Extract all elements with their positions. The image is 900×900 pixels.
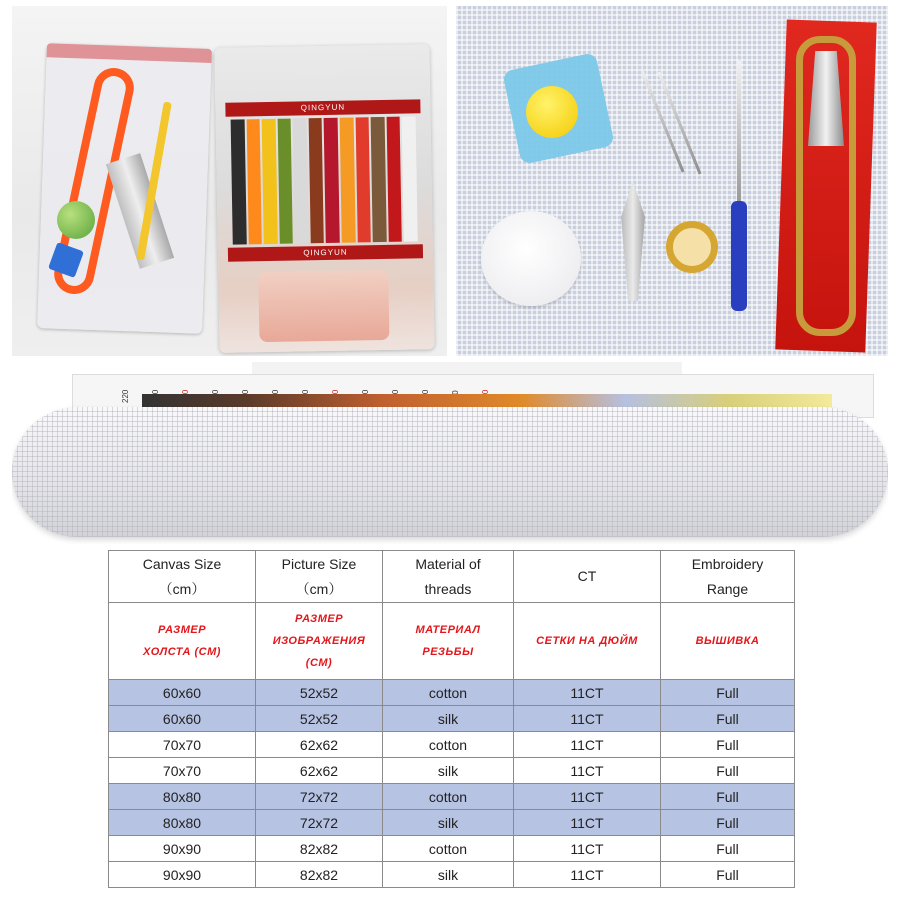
cell-range: Full <box>661 810 795 836</box>
header-ru-embroidery: ВЫШИВКА <box>661 603 795 680</box>
needle-threader <box>621 181 645 301</box>
cell-material: cotton <box>383 784 514 810</box>
green-pompom <box>57 201 95 239</box>
thread-skein <box>277 119 293 244</box>
table-row <box>109 706 795 732</box>
rolled-canvas-photo <box>12 362 888 544</box>
table-row <box>109 758 795 784</box>
table-row <box>109 836 795 862</box>
header-canvas-size: Canvas Size （cm） <box>109 551 256 603</box>
thread-band-label: QINGYUN <box>228 244 423 261</box>
cell-canvas: 60x60 <box>109 680 256 706</box>
cell-range: Full <box>661 758 795 784</box>
kit-packaging-photo <box>12 6 447 356</box>
header-ru-ct: СЕТКИ НА ДЮЙМ <box>514 603 661 680</box>
cell-material: cotton <box>383 680 514 706</box>
cell-canvas: 80x80 <box>109 810 256 836</box>
header-picture-size: Picture Size （cm） <box>256 551 383 603</box>
cell-ct: 11CT <box>514 758 661 784</box>
thread-bag <box>214 44 434 353</box>
ripper-tip <box>737 61 741 201</box>
thread-band-label: QINGYUN <box>225 99 420 116</box>
cell-material: silk <box>383 706 514 732</box>
cell-range: Full <box>661 862 795 888</box>
table-row <box>109 680 795 706</box>
wax-block <box>481 211 581 306</box>
cell-canvas: 60x60 <box>109 706 256 732</box>
thread-skein <box>386 117 402 242</box>
cell-range: Full <box>661 706 795 732</box>
cell-material: cotton <box>383 732 514 758</box>
header-ct: CT <box>514 551 661 603</box>
cell-range: Full <box>661 836 795 862</box>
size-spec-table <box>108 550 795 888</box>
cell-picture: 62x62 <box>256 732 383 758</box>
cell-picture: 82x82 <box>256 862 383 888</box>
thread-skein <box>324 118 340 243</box>
cell-picture: 72x72 <box>256 810 383 836</box>
yellow-pompom <box>526 86 578 138</box>
table-body <box>109 680 795 888</box>
header-ru-canvas-size: РАЗМЕР ХОЛСТА (СМ) <box>109 603 256 680</box>
table-header-row <box>109 551 795 603</box>
cell-picture: 52x52 <box>256 680 383 706</box>
scale-number: 220 <box>121 389 130 403</box>
cell-ct: 11CT <box>514 732 661 758</box>
cell-ct: 11CT <box>514 862 661 888</box>
cell-canvas: 90x90 <box>109 836 256 862</box>
cell-picture: 82x82 <box>256 836 383 862</box>
thimble <box>666 221 718 273</box>
thread-skein <box>371 117 387 242</box>
header-ru-picture-size: РАЗМЕР ИЗОБРАЖЕНИЯ (СМ) <box>256 603 383 680</box>
thread-skein <box>246 119 262 244</box>
cell-range: Full <box>661 732 795 758</box>
cell-canvas: 90x90 <box>109 862 256 888</box>
cell-picture: 72x72 <box>256 784 383 810</box>
header-material: Material of threads <box>383 551 514 603</box>
table-row <box>109 784 795 810</box>
cell-ct: 11CT <box>514 784 661 810</box>
thread-skein <box>293 118 309 243</box>
cell-material: silk <box>383 810 514 836</box>
seam-ripper <box>731 61 747 311</box>
thread-skein <box>355 117 371 242</box>
cell-canvas: 70x70 <box>109 732 256 758</box>
header-ru-material: МАТЕРИАЛ РЕЗЬБЫ <box>383 603 514 680</box>
cell-material: silk <box>383 862 514 888</box>
tools-photo <box>456 6 888 356</box>
cell-picture: 62x62 <box>256 758 383 784</box>
table-row <box>109 732 795 758</box>
thread-skeins <box>230 116 419 244</box>
ripper-handle <box>731 201 747 311</box>
cell-ct: 11CT <box>514 810 661 836</box>
bag-seal <box>47 43 212 63</box>
cell-ct: 11CT <box>514 680 661 706</box>
thread-skein <box>231 119 247 244</box>
cell-ct: 11CT <box>514 836 661 862</box>
cell-canvas: 70x70 <box>109 758 256 784</box>
header-embroidery-range: Embroidery Range <box>661 551 795 603</box>
thread-skein <box>262 119 278 244</box>
cell-material: silk <box>383 758 514 784</box>
gold-scissors <box>796 36 856 336</box>
cell-range: Full <box>661 784 795 810</box>
table-row <box>109 862 795 888</box>
cell-material: cotton <box>383 836 514 862</box>
canvas-roll <box>12 407 888 537</box>
canvas-inside-bag <box>258 270 389 342</box>
thread-skein <box>308 118 324 243</box>
cell-canvas: 80x80 <box>109 784 256 810</box>
table-row <box>109 810 795 836</box>
cell-ct: 11CT <box>514 706 661 732</box>
thread-skein <box>340 117 356 242</box>
table-header-row-russian <box>109 603 795 680</box>
cell-range: Full <box>661 680 795 706</box>
thread-skein <box>402 116 418 241</box>
cell-picture: 52x52 <box>256 706 383 732</box>
